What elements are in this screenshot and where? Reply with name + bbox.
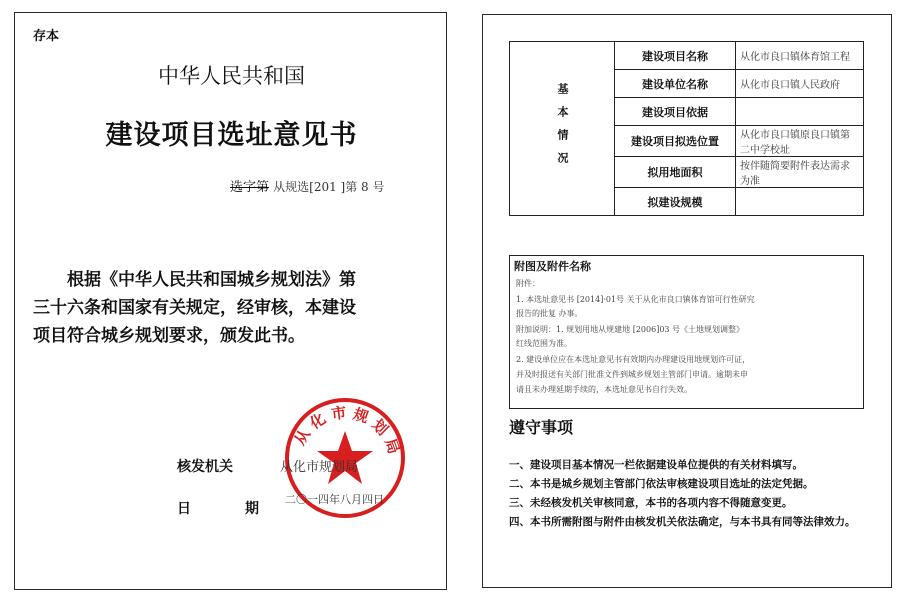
issuer-label: 核发机关: [177, 459, 233, 475]
row-label: 建设项目依据: [615, 98, 736, 126]
date-label: 日 期: [177, 501, 279, 517]
attachment-line: 请且未办理延期手续的，本选址意见书自行失效。: [516, 385, 692, 394]
attachment-line: 红线范围为准。: [516, 339, 572, 348]
table-row: [510, 42, 864, 70]
body-text-line-2: 三十六条和国家有关规定，经审核，本建设: [33, 298, 356, 318]
obey-item: 三、未经核发机关审核同意，本书的各项内容不得随意变更。: [509, 497, 793, 509]
row-label: 建设单位名称: [615, 70, 736, 98]
attachment-line: 2. 建设单位应在本选址意见书有效期内办理建设用地规划许可证，: [516, 355, 751, 364]
row-label: 建设项目名称: [615, 42, 736, 70]
row-value: 从化市良口镇原良口镇第二中学校址: [736, 126, 864, 157]
obey-item: 四、本书所需附图与附件由核发机关依法确定，与本书具有同等法律效力。: [509, 516, 856, 528]
section-side-label: 基本情况: [510, 42, 615, 216]
row-label: 建设项目拟选位置: [615, 126, 736, 157]
attachment-line: 1. 本选址意见书 [2014]·01号 关于从化市良口镇体育馆可行性研究: [516, 295, 755, 304]
obey-section-title: 遵守事项: [509, 418, 574, 437]
basic-info-table: [509, 41, 864, 216]
certificate-cover-page: [14, 12, 447, 590]
document-title: 建设项目选址意见书: [105, 120, 358, 151]
attachment-line: 并及时报送有关部门批准文件到城乡规划主管部门申请。逾期未申: [516, 370, 748, 379]
country-heading: 中华人民共和国: [158, 64, 305, 88]
attachment-line: 附件：: [516, 279, 540, 288]
archive-mark: 存本: [33, 29, 60, 44]
attachment-line: 附加说明：1. 规划用地从规建地 [2006]03 号《土地规划调整》: [516, 325, 745, 334]
row-value: 从化市良口镇人民政府: [736, 70, 864, 98]
obey-item: 二、本书是城乡规划主管部门依法审核建设项目选址的法定凭据。: [509, 478, 814, 490]
doc-no-label: 选字第: [230, 180, 270, 195]
issue-date-value: 二〇一四年八月四日: [285, 493, 384, 506]
obey-item: 一、建设项目基本情况一栏依据建设单位提供的有关材料填写。: [509, 459, 803, 471]
row-label: 拟建设规模: [615, 188, 736, 216]
body-text-line-3: 项目符合城乡规划要求，颁发此书。: [33, 326, 305, 346]
attachment-line: 报告的批复 办事。: [516, 309, 583, 318]
row-value: [736, 98, 864, 126]
attachments-title: 附图及附件名称: [514, 260, 591, 273]
attachments-box: [509, 255, 864, 409]
certificate-detail-page: [482, 14, 892, 588]
row-value: 从化市良口镇体育馆工程: [736, 42, 864, 70]
body-text-line-1: 根据《中华人民共和国城乡规划法》第: [67, 270, 356, 290]
document-number: [230, 176, 385, 195]
row-value: [736, 188, 864, 216]
doc-no-value: 从规选[201 ]第 8 号: [273, 180, 385, 194]
row-label: 拟用地面积: [615, 157, 736, 188]
issuer-value: 从化市规划局: [280, 460, 359, 475]
row-value: 按伴随简要附件表达需求为准: [736, 157, 864, 188]
svg-text:从 化 市 规 划 局: 从 化 市 规 划 局: [290, 403, 404, 457]
